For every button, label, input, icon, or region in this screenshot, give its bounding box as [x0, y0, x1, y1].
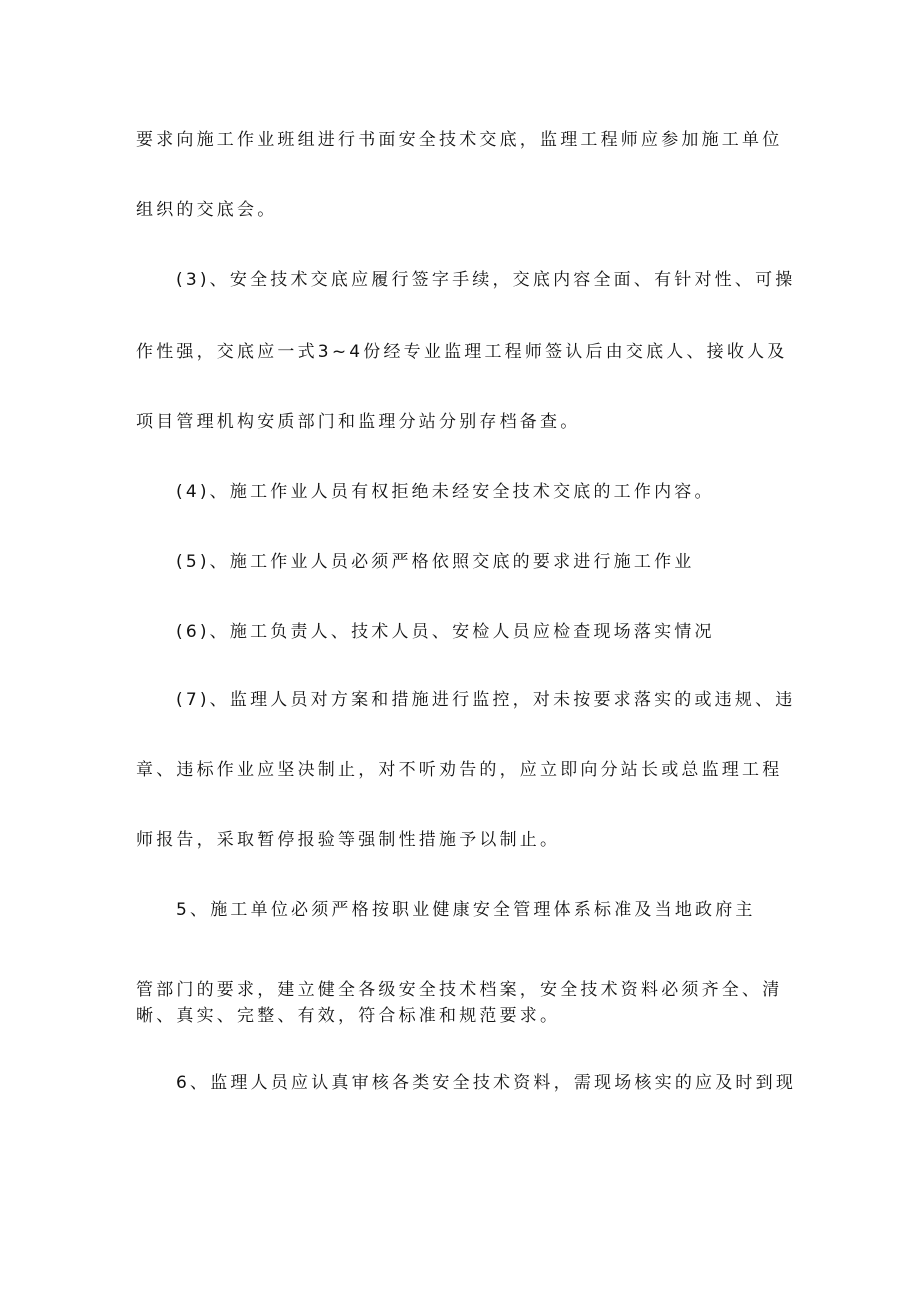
paragraph-line-13: 管部门的要求，建立健全各级安全技术档案，安全技术资料必须齐全、清: [136, 980, 783, 1000]
paragraph-line-9: (7)、监理人员对方案和措施进行监控，对未按要求落实的或违规、违: [176, 690, 796, 710]
paragraph-line-5: 项目管理机构安质部门和监理分站分别存档备查。: [136, 412, 581, 432]
paragraph-line-14: 晰、真实、完整、有效，符合标准和规范要求。: [136, 1006, 561, 1026]
paragraph-line-6: (4)、施工作业人员有权拒绝未经安全技术交底的工作内容。: [176, 482, 715, 502]
paragraph-line-8: (6)、施工负责人、技术人员、安检人员应检查现场落实情况: [176, 622, 715, 642]
paragraph-line-11: 师报告，采取暂停报验等强制性措施予以制止。: [136, 830, 561, 850]
paragraph-line-1: 要求向施工作业班组进行书面安全技术交底，监理工程师应参加施工单位: [136, 130, 783, 150]
paragraph-line-4: 作性强，交底应一式3~4份经专业监理工程师签认后由交底人、接收人及: [136, 342, 788, 362]
paragraph-line-3: (3)、安全技术交底应履行签字手续，交底内容全面、有针对性、可操: [176, 270, 796, 290]
paragraph-line-2: 组织的交底会。: [136, 200, 278, 220]
paragraph-line-7: (5)、施工作业人员必须严格依照交底的要求进行施工作业: [176, 552, 695, 572]
paragraph-line-12: 5、施工单位必须严格按职业健康安全管理体系标准及当地政府主: [176, 900, 756, 920]
paragraph-line-10: 章、违标作业应坚决制止，对不听劝告的，应立即向分站长或总监理工程: [136, 760, 783, 780]
paragraph-line-15: 6、监理人员应认真审核各类安全技术资料，需现场核实的应及时到现: [176, 1073, 796, 1093]
